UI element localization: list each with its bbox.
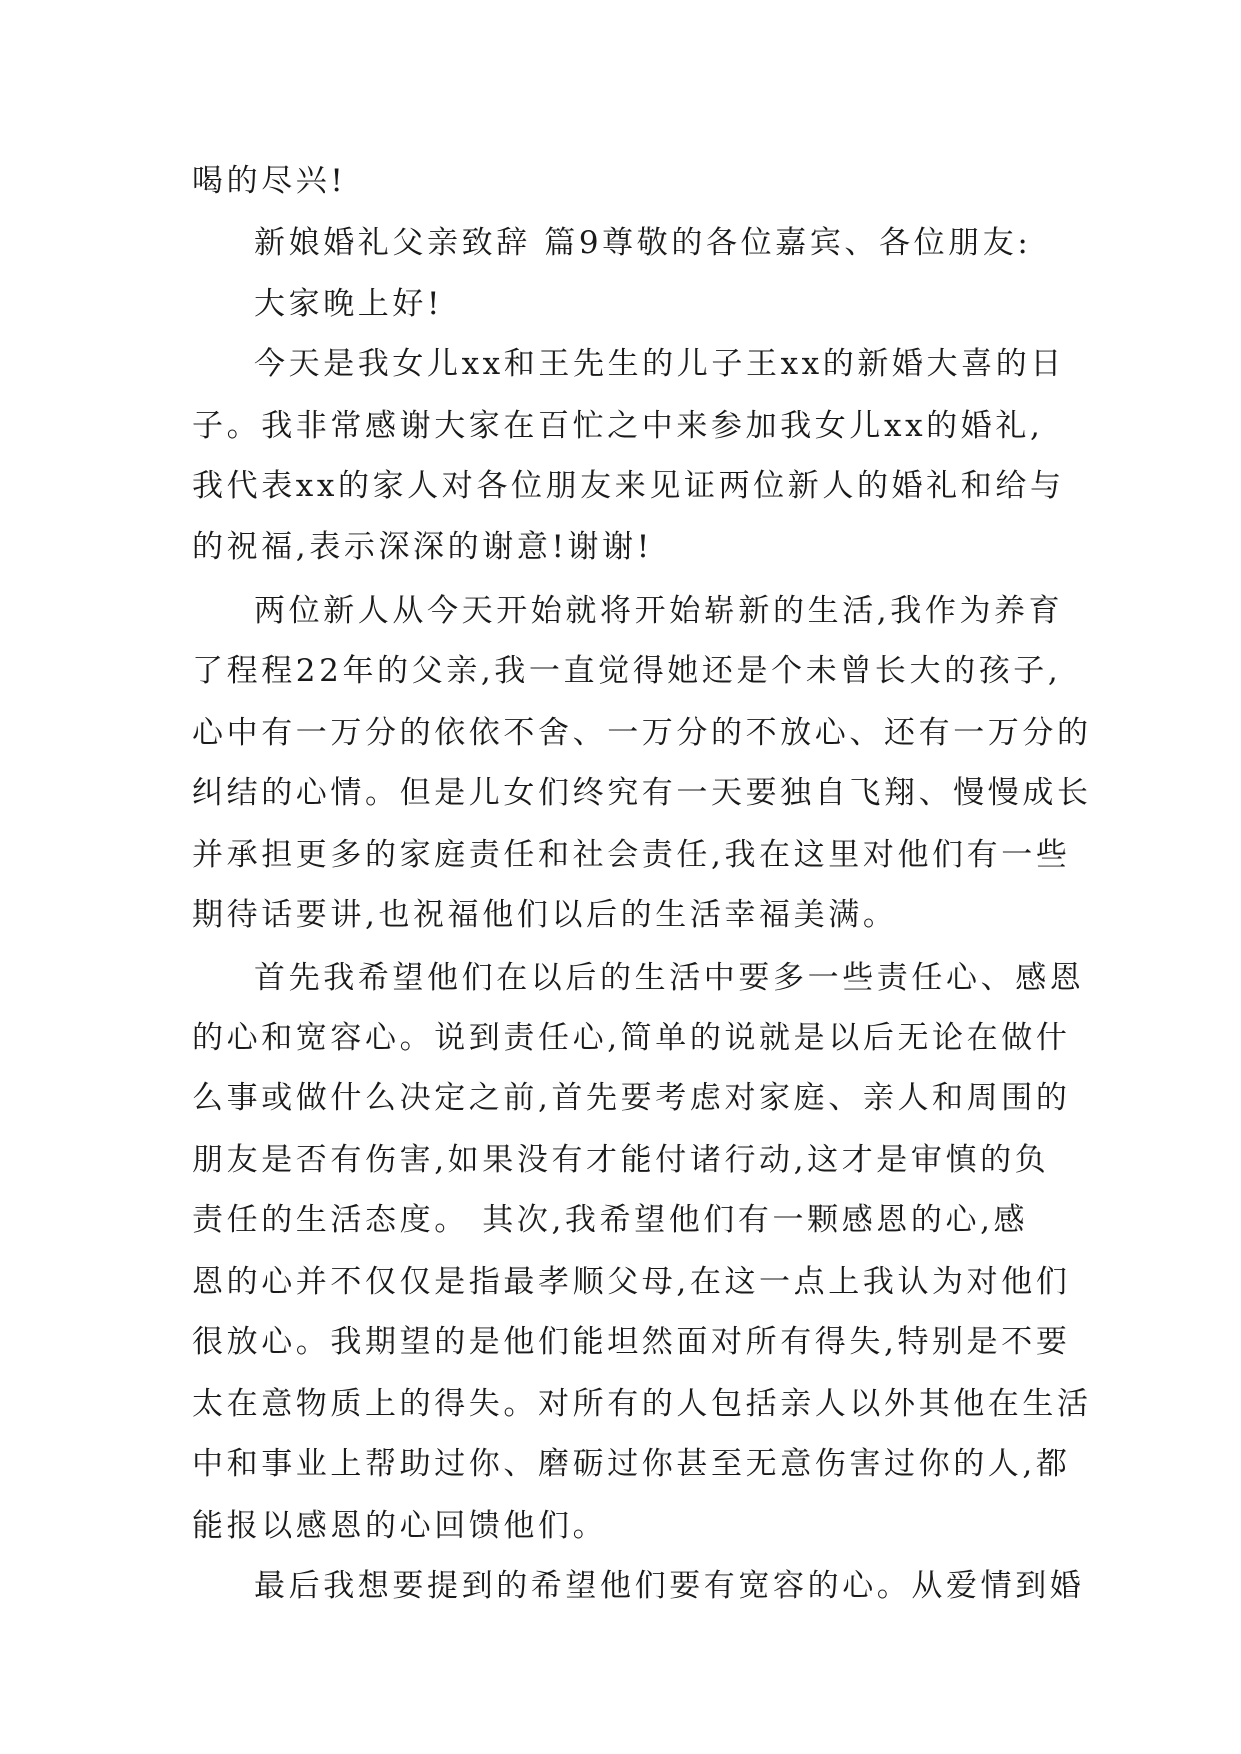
text-line: 朋友是否有伤害,如果没有才能付诸行动,这才是审慎的负 [192, 1142, 1050, 1178]
greeting-line: 大家晚上好! [254, 286, 444, 322]
text-line: 并承担更多的家庭责任和社会责任,我在这里对他们有一些 [192, 837, 1071, 873]
text-line: 中和事业上帮助过你、磨砺过你甚至无意伤害过你的人,都 [192, 1446, 1071, 1482]
text-line: 太在意物质上的得失。对所有的人包括亲人以外其他在生活 [192, 1386, 1092, 1422]
text-line: 我代表xx的家人对各位朋友来见证两位新人的婚礼和给与 [192, 468, 1065, 504]
text-line: 心中有一万分的依依不舍、一万分的不放心、还有一万分的 [192, 715, 1092, 751]
text-line: 子。我非常感谢大家在百忙之中来参加我女儿xx的婚礼, [192, 408, 1044, 444]
paragraph-start: 首先我希望他们在以后的生活中要多一些责任心、感恩 [254, 960, 1085, 996]
text-line: 了程程22年的父亲,我一直觉得她还是个未曾长大的孩子, [192, 653, 1062, 689]
paragraph-start: 今天是我女儿xx和王先生的儿子王xx的新婚大喜的日 [254, 346, 1065, 382]
text-line: 喝的尽兴! [192, 163, 347, 199]
text-line: 能报以感恩的心回馈他们。 [192, 1508, 608, 1544]
text-line: 的祝福,表示深深的谢意!谢谢! [192, 529, 653, 565]
paragraph-start: 最后我想要提到的希望他们要有宽容的心。从爱情到婚 [254, 1568, 1085, 1604]
text-line: 的心和宽容心。说到责任心,简单的说就是以后无论在做什 [192, 1020, 1071, 1056]
text-line: 恩的心并不仅仅是指最孝顺父母,在这一点上我认为对他们 [192, 1264, 1071, 1300]
text-line: 期待话要讲,也祝福他们以后的生活幸福美满。 [192, 897, 898, 933]
text-line: 很放心。我期望的是他们能坦然面对所有得失,特别是不要 [192, 1324, 1071, 1360]
text-line: 责任的生活态度。 其次,我希望他们有一颗感恩的心,感 [192, 1202, 1029, 1238]
section-heading: 新娘婚礼父亲致辞 篇9尊敬的各位嘉宾、各位朋友: [254, 225, 1032, 261]
text-line: 么事或做什么决定之前,首先要考虑对家庭、亲人和周围的 [192, 1080, 1071, 1116]
text-line: 纠结的心情。但是儿女们终究有一天要独自飞翔、慢慢成长 [192, 775, 1092, 811]
paragraph-start: 两位新人从今天开始就将开始崭新的生活,我作为养育 [254, 593, 1064, 629]
